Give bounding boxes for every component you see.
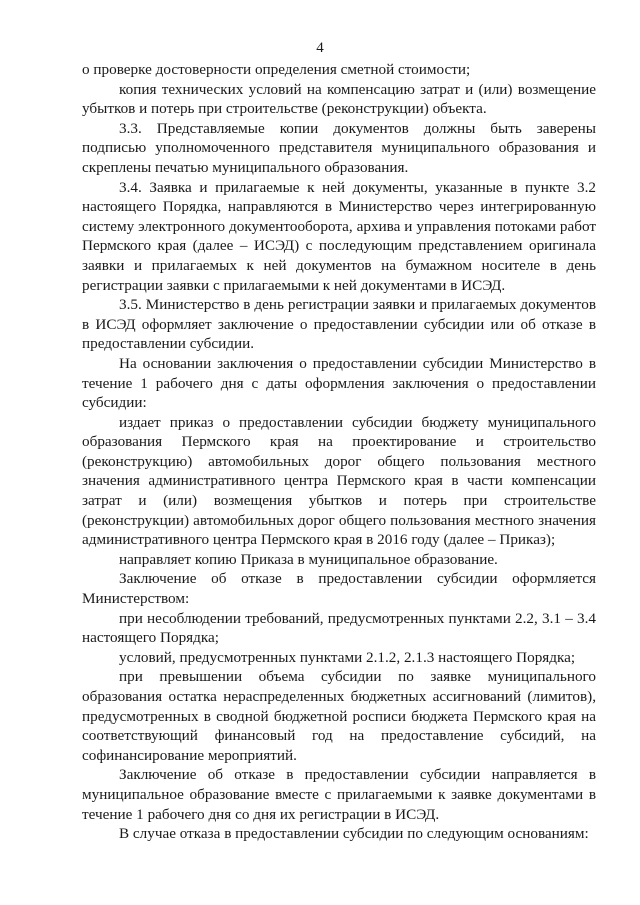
paragraph-noncompliance: при несоблюдении требований, предусмотренных пунктами 2.2, 3.1 – 3.4 настоящего Порядка; (82, 609, 596, 647)
paragraph-estimate-check: о проверке достоверности определения сметной стоимости; (82, 61, 471, 78)
paragraph-issues-order: издает приказ о предоставлении субсидии бюджету муниципального образования Пермского края на проектирование и строительство (реконструкцию) автомобильных дорог общего пользования местного значения административного центра Пермского края в части компенсации затрат и (или) возмещения убытков и потерь при строительстве (реконструкции) автомобильных дорог общего пользования местного значения административного центра Пермского края в 2016 году (далее – Приказ); (82, 413, 596, 549)
paragraph-refusal-sent: Заключение об отказе в предоставлении субсидии направляется в муниципальное образование вместе с прилагаемыми к заявке документами в течение 1 рабочего дня со дня их регистрации в ИСЭД. (82, 766, 596, 823)
paragraph-excess-volume: при превышении объема субсидии по заявке муниципального образования остатка нераспределенных бюджетных ассигнований (лимитов), предусмотренных в сводной бюджетной росписи бюджета Пермского края на соответствующий финансовый год на предоставление субсидий, на софинансирование мероприятий. (82, 668, 596, 764)
paragraph-3-3: 3.3. Представляемые копии документов должны быть заверены подписью уполномоченного представителя муниципального образования и скреплены печатью муниципального образования. (82, 119, 596, 176)
document-body (82, 60, 596, 844)
paragraph-3-5: 3.5. Министерство в день регистрации заявки и прилагаемых документов в ИСЭД оформляет заключение о предоставлении субсидии или об отказе в предоставлении субсидии. (82, 296, 596, 353)
paragraph-sends-copy: направляет копию Приказа в муниципальное образование. (119, 550, 498, 568)
paragraph-conditions: условий, предусмотренных пунктами 2.1.2, 2.1.3 настоящего Порядка; (119, 648, 576, 666)
paragraph-refusal-conclusion: Заключение об отказе в предоставлении субсидии оформляется Министерством: (82, 570, 596, 608)
paragraph-basis-of-conclusion: На основании заключения о предоставлении субсидии Министерство в течение 1 рабочего дня с даты оформления заключения о предоставлении субсидии: (82, 354, 596, 412)
paragraph-technical-conditions: копия технических условий на компенсацию затрат и (или) возмещение убытков и потерь при строительстве (реконструкции) объекта. (82, 80, 596, 118)
paragraph-3-4: 3.4. Заявка и прилагаемые к ней документы, указанные в пункте 3.2 настоящего Порядка, направляются в Министерство через интегрированную систему электронного документооборота, архива и управления потоками работ Пермского края (далее – ИСЭД) с последующим представлением оригинала заявки и прилагаемых к ней документов на бумажном носителе в день регистрации заявки с прилагаемыми к ней документами в ИСЭД. (82, 178, 596, 294)
paragraph-refusal-grounds: В случае отказа в предоставлении субсидии по следующим основаниям: (119, 825, 589, 843)
page-number: 4 (316, 40, 324, 56)
